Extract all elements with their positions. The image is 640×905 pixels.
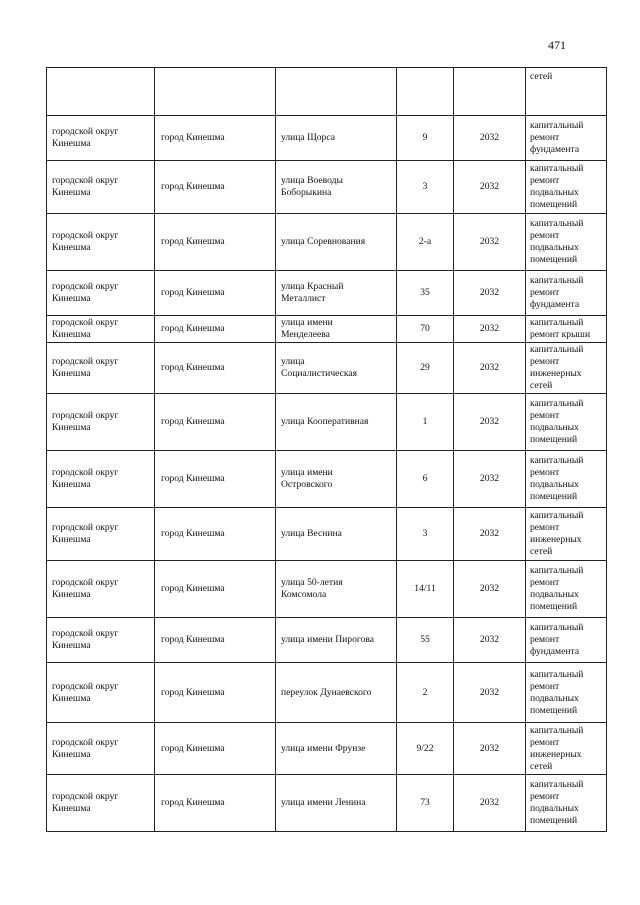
house-number-cell: 35 <box>397 271 454 316</box>
work-type-cell: капитальный ремонт подвальных помещений <box>526 161 607 214</box>
municipality-cell: городской округ Кинешма <box>47 161 155 214</box>
house-number-cell: 6 <box>397 451 454 508</box>
table-row <box>47 394 607 451</box>
work-type-cell: капитальный ремонт инженерных сетей <box>526 508 607 561</box>
work-type-cell: капитальный ремонт фундамента <box>526 618 607 663</box>
year-cell: 2032 <box>454 663 526 723</box>
street-cell: улица имени Менделеева <box>276 316 397 343</box>
year-cell: 2032 <box>454 508 526 561</box>
street-cell: улица имени Пирогова <box>276 618 397 663</box>
settlement-cell: город Кинешма <box>155 451 276 508</box>
work-type-cell: капитальный ремонт подвальных помещений <box>526 394 607 451</box>
house-number-cell: 9/22 <box>397 723 454 775</box>
table-row <box>47 271 607 316</box>
house-number-cell: 3 <box>397 508 454 561</box>
work-type-cell: капитальный ремонт подвальных помещений <box>526 775 607 832</box>
table-row <box>47 508 607 561</box>
year-cell: 2032 <box>454 451 526 508</box>
street-cell: улица Социалистическая <box>276 343 397 394</box>
house-number-cell: 1 <box>397 394 454 451</box>
settlement-cell: город Кинешма <box>155 723 276 775</box>
work-type-cell: сетей <box>526 68 607 116</box>
settlement-cell: город Кинешма <box>155 316 276 343</box>
municipality-cell: городской округ Кинешма <box>47 451 155 508</box>
work-type-cell: капитальный ремонт инженерных сетей <box>526 343 607 394</box>
year-cell: 2032 <box>454 618 526 663</box>
year-cell <box>454 68 526 116</box>
municipality-cell: городской округ Кинешма <box>47 508 155 561</box>
settlement-cell: город Кинешма <box>155 561 276 618</box>
table-row <box>47 775 607 832</box>
street-cell: улица Веснина <box>276 508 397 561</box>
street-cell: улица 50-летия Комсомола <box>276 561 397 618</box>
year-cell: 2032 <box>454 343 526 394</box>
table-row <box>47 618 607 663</box>
year-cell: 2032 <box>454 116 526 161</box>
settlement-cell <box>155 68 276 116</box>
table-row <box>47 343 607 394</box>
municipality-cell: городской округ Кинешма <box>47 775 155 832</box>
street-cell <box>276 68 397 116</box>
table-row <box>47 161 607 214</box>
work-type-cell: капитальный ремонт фундамента <box>526 116 607 161</box>
municipality-cell: городской округ Кинешма <box>47 316 155 343</box>
house-number-cell <box>397 68 454 116</box>
municipality-cell <box>47 68 155 116</box>
street-cell: улица Воеводы Боборыкина <box>276 161 397 214</box>
house-number-cell: 29 <box>397 343 454 394</box>
work-type-cell: капитальный ремонт подвальных помещений <box>526 561 607 618</box>
housing-repair-table <box>46 67 607 832</box>
continuation-row <box>47 68 607 116</box>
municipality-cell: городской округ Кинешма <box>47 116 155 161</box>
settlement-cell: город Кинешма <box>155 271 276 316</box>
settlement-cell: город Кинешма <box>155 775 276 832</box>
street-cell: переулок Дунаевского <box>276 663 397 723</box>
municipality-cell: городской округ Кинешма <box>47 214 155 271</box>
municipality-cell: городской округ Кинешма <box>47 618 155 663</box>
year-cell: 2032 <box>454 271 526 316</box>
year-cell: 2032 <box>454 316 526 343</box>
municipality-cell: городской округ Кинешма <box>47 723 155 775</box>
settlement-cell: город Кинешма <box>155 161 276 214</box>
year-cell: 2032 <box>454 775 526 832</box>
settlement-cell: город Кинешма <box>155 116 276 161</box>
municipality-cell: городской округ Кинешма <box>47 663 155 723</box>
table-row <box>47 663 607 723</box>
settlement-cell: город Кинешма <box>155 343 276 394</box>
street-cell: улица Красный Металлист <box>276 271 397 316</box>
municipality-cell: городской округ Кинешма <box>47 394 155 451</box>
work-type-cell: капитальный ремонт крыши <box>526 316 607 343</box>
work-type-cell: капитальный ремонт подвальных помещений <box>526 214 607 271</box>
street-cell: улица Щорса <box>276 116 397 161</box>
page-number: 471 <box>548 38 566 52</box>
municipality-cell: городской округ Кинешма <box>47 343 155 394</box>
street-cell: улица Соревнования <box>276 214 397 271</box>
street-cell: улица имени Ленина <box>276 775 397 832</box>
table-row <box>47 561 607 618</box>
settlement-cell: город Кинешма <box>155 618 276 663</box>
settlement-cell: город Кинешма <box>155 394 276 451</box>
work-type-cell: капитальный ремонт фундамента <box>526 271 607 316</box>
street-cell: улица имени Островского <box>276 451 397 508</box>
house-number-cell: 73 <box>397 775 454 832</box>
street-cell: улица Кооперативная <box>276 394 397 451</box>
work-type-cell: капитальный ремонт подвальных помещений <box>526 663 607 723</box>
municipality-cell: городской округ Кинешма <box>47 561 155 618</box>
table-row <box>47 116 607 161</box>
year-cell: 2032 <box>454 723 526 775</box>
house-number-cell: 3 <box>397 161 454 214</box>
house-number-cell: 70 <box>397 316 454 343</box>
house-number-cell: 9 <box>397 116 454 161</box>
year-cell: 2032 <box>454 394 526 451</box>
table-body <box>47 68 607 832</box>
settlement-cell: город Кинешма <box>155 214 276 271</box>
table-row <box>47 214 607 271</box>
house-number-cell: 2 <box>397 663 454 723</box>
municipality-cell: городской округ Кинешма <box>47 271 155 316</box>
house-number-cell: 14/11 <box>397 561 454 618</box>
street-cell: улица имени Фрунзе <box>276 723 397 775</box>
year-cell: 2032 <box>454 561 526 618</box>
table-row <box>47 723 607 775</box>
work-type-cell: капитальный ремонт инженерных сетей <box>526 723 607 775</box>
year-cell: 2032 <box>454 161 526 214</box>
house-number-cell: 55 <box>397 618 454 663</box>
table-row <box>47 316 607 343</box>
house-number-cell: 2-а <box>397 214 454 271</box>
settlement-cell: город Кинешма <box>155 508 276 561</box>
table-row <box>47 451 607 508</box>
settlement-cell: город Кинешма <box>155 663 276 723</box>
year-cell: 2032 <box>454 214 526 271</box>
work-type-cell: капитальный ремонт подвальных помещений <box>526 451 607 508</box>
